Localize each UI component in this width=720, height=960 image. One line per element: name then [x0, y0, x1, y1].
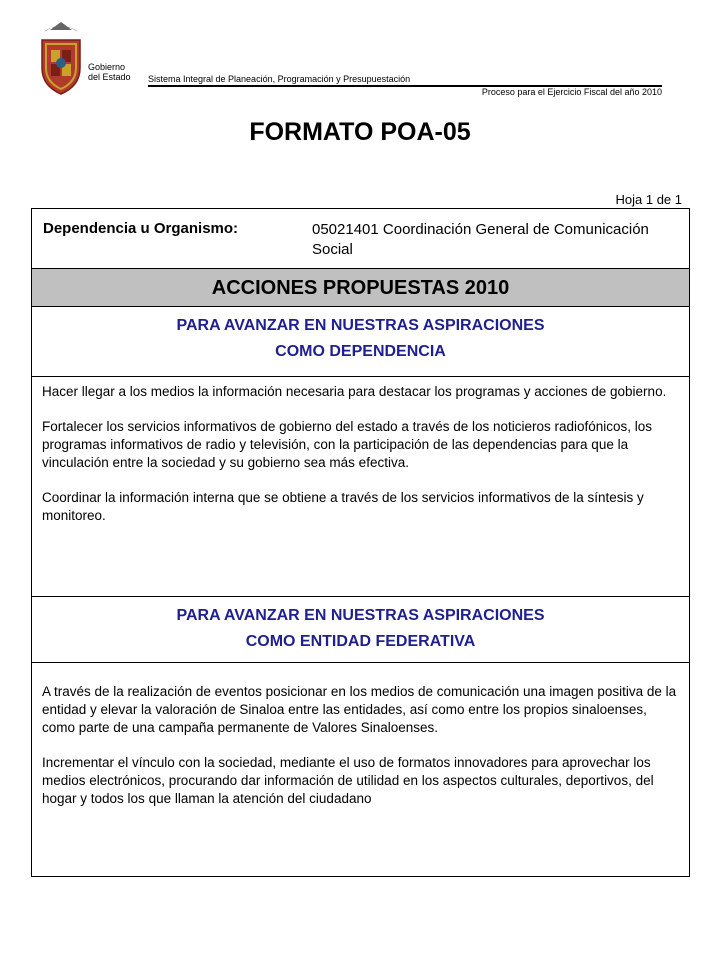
action-paragraph: Coordinar la información interna que se obtiene a través de los servicios informativos de la síntesis y monitoreo.: [42, 490, 644, 523]
section-heading-line: PARA AVANZAR EN NUESTRAS ASPIRACIONES: [176, 607, 545, 624]
action-paragraph: A través de la realización de eventos posicionar en los medios de comunicación una imagen positiva de la entidad y elevar la valoración de Sinaloa entre las entidades, así como entre los propios sinaloenses, como parte de una campaña permanente de Valores Sinaloenses.: [42, 684, 677, 735]
page-title: FORMATO POA-05: [249, 118, 471, 146]
state-seal-icon: [36, 18, 86, 96]
dependencia-label: Dependencia u Organismo:: [43, 220, 239, 237]
section-dependencia-heading: [32, 307, 689, 377]
page-number: Hoja 1 de 1: [615, 192, 682, 207]
dependencia-row: [32, 209, 689, 269]
action-paragraph: Fortalecer los servicios informativos de gobierno del estado a través de los noticieros radiofónicos, los programas informativos de radio y televisión, con la participación de las dependencias para que la vinculación entre la sociedad y su gobierno sea más efectiva.: [42, 419, 653, 470]
government-label: Gobierno del Estado: [88, 62, 131, 82]
dependencia-value: 05021401 Coordinación General de Comunicación Social: [312, 221, 649, 258]
section-entidad-heading: [32, 597, 689, 663]
form-table: [31, 208, 690, 877]
system-name: Sistema Integral de Planeación, Programación y Presupuestación: [148, 74, 411, 84]
section-entidad-body: [32, 663, 689, 876]
action-paragraph: Hacer llegar a los medios la información necesaria para destacar los programas y acciones de gobierno.: [42, 384, 667, 399]
action-paragraph: Incrementar el vínculo con la sociedad, mediante el uso de formatos innovadores para aprovechar los medios electrónicos, procurando dar información de utilidad en los aspectos culturales, deportivos, del hogar y todos los que llaman la atención del ciudadano: [42, 755, 654, 806]
section-heading-line: COMO DEPENDENCIA: [275, 343, 446, 360]
section-dependencia-body: [32, 377, 689, 597]
section-heading-line: PARA AVANZAR EN NUESTRAS ASPIRACIONES: [176, 317, 545, 334]
section-heading-line: COMO ENTIDAD FEDERATIVA: [245, 633, 476, 650]
process-label: Proceso para el Ejercicio Fiscal del año 2010: [481, 87, 662, 97]
acciones-band: ACCIONES PROPUESTAS 2010: [32, 269, 689, 307]
